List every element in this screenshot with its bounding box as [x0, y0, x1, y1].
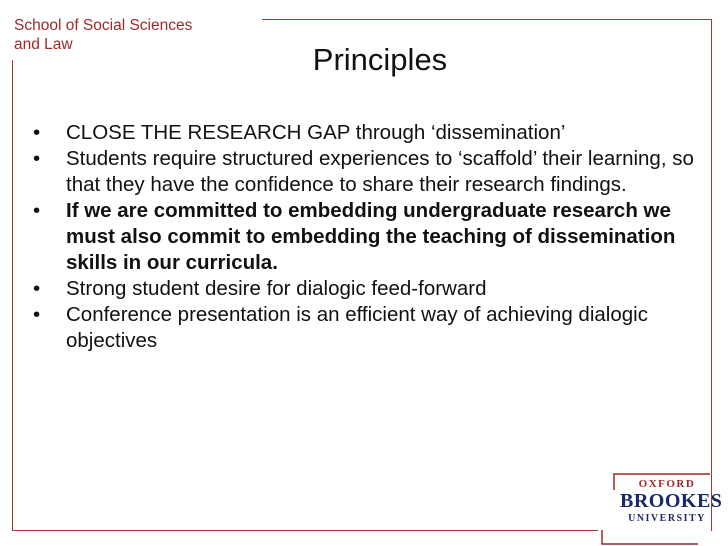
bullet-dot: •	[33, 277, 41, 300]
logo-line-university: UNIVERSITY	[628, 513, 706, 524]
bullet-text: CLOSE THE RESEARCH GAP through ‘dissemination’	[66, 121, 566, 144]
frame-line-right	[711, 19, 712, 531]
bullet-item	[30, 276, 700, 302]
logo-line-oxford: OXFORD	[638, 478, 696, 490]
school-name-line-2: and Law	[14, 36, 73, 53]
bullet-item	[30, 302, 700, 354]
school-name	[14, 16, 244, 54]
bullet-text: Conference presentation is an efficient way of achieving dialogic objectives	[66, 303, 648, 352]
bullet-dot: •	[33, 147, 41, 170]
slide-title: Principles	[312, 42, 448, 77]
bullet-dot: •	[33, 303, 41, 326]
frame-line-bottom	[12, 530, 598, 531]
bullet-dot: •	[33, 121, 41, 144]
bullet-text: If we are committed to embedding undergraduate research we must also commit to embedding the teaching of dissemination skills in our curricula.	[66, 199, 676, 274]
oxford-brookes-logo	[600, 472, 723, 546]
bullet-text: Strong student desire for dialogic feed-forward	[66, 277, 487, 300]
bullet-item-bold	[30, 198, 700, 276]
school-name-line-1: School of Social Sciences	[14, 17, 193, 34]
frame-line-left	[12, 60, 13, 531]
bullet-item	[30, 120, 700, 146]
logo-line-brookes: BROOKES	[620, 490, 723, 512]
bullet-item	[30, 146, 700, 198]
bullet-list	[30, 120, 700, 354]
frame-line-top	[262, 19, 712, 20]
bullet-text: Students require structured experiences to ‘scaffold’ their learning, so that they have the confidence to share their research findings.	[66, 147, 694, 196]
bullet-dot: •	[33, 199, 41, 222]
